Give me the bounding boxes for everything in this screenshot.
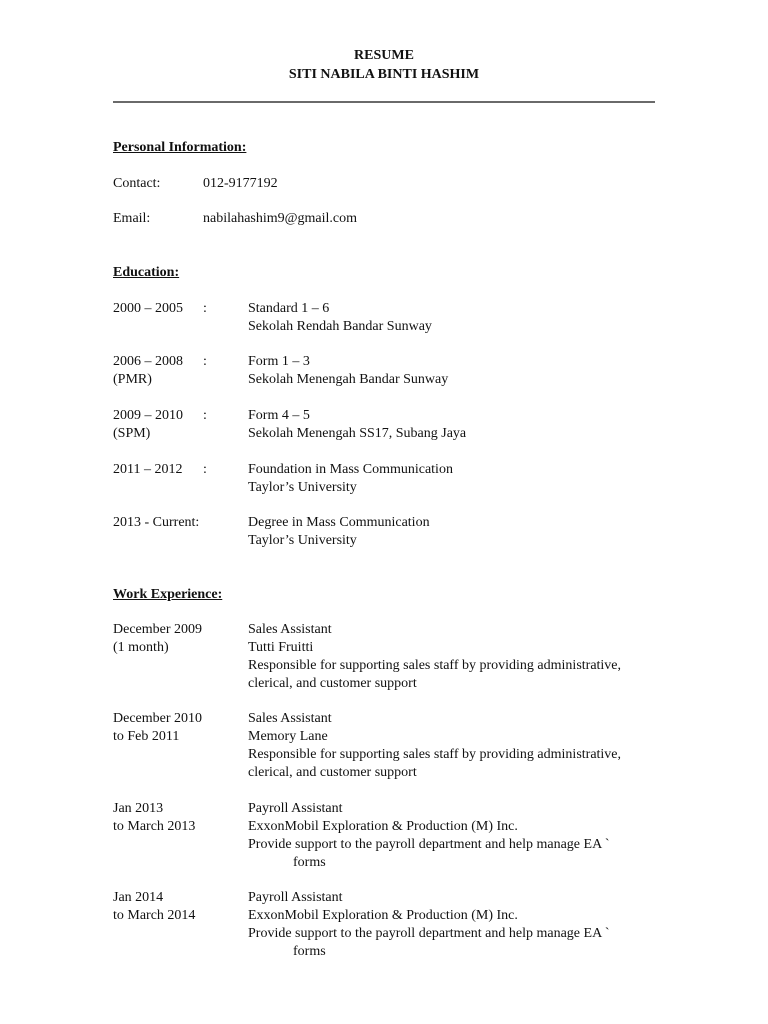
work-details — [248, 889, 610, 961]
work-date-start: December 2009 — [113, 622, 203, 637]
education-period-note: (SPM) — [113, 426, 151, 441]
education-level: Degree in Mass Communication — [248, 515, 430, 530]
document-title: RESUME — [354, 48, 414, 63]
education-separator: : — [203, 462, 207, 477]
work-description-cont: clerical, and customer support — [248, 676, 417, 691]
education-heading: Education: — [113, 265, 180, 280]
education-school: Taylor’s University — [248, 480, 357, 495]
education-period: 2013 - Current: — [113, 515, 200, 530]
work-company: Tutti Fruitti — [248, 640, 314, 655]
work-description: Responsible for supporting sales staff by providing administrative, — [248, 658, 622, 673]
education-period: 2009 – 2010 — [113, 408, 183, 423]
education-period: 2006 – 2008 — [113, 354, 183, 369]
education-level: Standard 1 – 6 — [248, 301, 330, 316]
education-level: Form 4 – 5 — [248, 408, 310, 423]
contact-label: Contact: — [113, 176, 161, 191]
work-role: Payroll Assistant — [248, 890, 343, 905]
education-level: Foundation in Mass Communication — [248, 462, 453, 477]
work-experience-heading: Work Experience: — [113, 587, 223, 602]
education-separator: : — [203, 354, 207, 369]
work-date — [113, 889, 195, 925]
education-separator: : — [203, 301, 207, 316]
education-separator: : — [203, 408, 207, 423]
work-date-start: Jan 2013 — [113, 801, 164, 816]
work-details — [248, 800, 610, 872]
work-date — [113, 710, 202, 746]
work-date-end: (1 month) — [113, 640, 169, 655]
work-date-end: to March 2014 — [113, 908, 196, 923]
contact-value: 012-9177192 — [203, 176, 278, 191]
work-company: ExxonMobil Exploration & Production (M) Inc. — [248, 819, 518, 834]
work-company: ExxonMobil Exploration & Production (M) Inc. — [248, 908, 518, 923]
work-date — [113, 621, 202, 657]
candidate-name: SITI NABILA BINTI HASHIM — [288, 67, 480, 82]
work-date-start: December 2010 — [113, 711, 203, 726]
education-period-note: (PMR) — [113, 372, 152, 387]
header-divider — [113, 101, 655, 103]
work-details — [248, 710, 621, 782]
work-date-end: to Feb 2011 — [113, 729, 180, 744]
work-company: Memory Lane — [248, 729, 328, 744]
education-period: 2011 – 2012 — [113, 462, 183, 477]
personal-info-heading: Personal Information: — [113, 140, 247, 155]
work-role: Sales Assistant — [248, 711, 332, 726]
email-label: Email: — [113, 211, 151, 226]
work-date-end: to March 2013 — [113, 819, 196, 834]
work-role: Payroll Assistant — [248, 801, 343, 816]
email-value: nabilahashim9@gmail.com — [203, 211, 358, 226]
work-description-cont: forms — [293, 944, 326, 959]
work-description-cont: forms — [293, 855, 326, 870]
education-school: Sekolah Menengah Bandar Sunway — [248, 372, 449, 387]
education-school: Sekolah Menengah SS17, Subang Jaya — [248, 426, 467, 441]
education-school: Taylor’s University — [248, 533, 357, 548]
education-level: Form 1 – 3 — [248, 354, 310, 369]
work-description: Provide support to the payroll department and help manage EA ` — [248, 926, 610, 941]
work-description: Responsible for supporting sales staff by providing administrative, — [248, 747, 622, 762]
work-description: Provide support to the payroll department and help manage EA ` — [248, 837, 610, 852]
work-role: Sales Assistant — [248, 622, 332, 637]
work-description-cont: clerical, and customer support — [248, 765, 417, 780]
work-details — [248, 621, 621, 693]
work-date-start: Jan 2014 — [113, 890, 164, 905]
education-school: Sekolah Rendah Bandar Sunway — [248, 319, 432, 334]
education-period: 2000 – 2005 — [113, 301, 183, 316]
work-date — [113, 800, 195, 836]
